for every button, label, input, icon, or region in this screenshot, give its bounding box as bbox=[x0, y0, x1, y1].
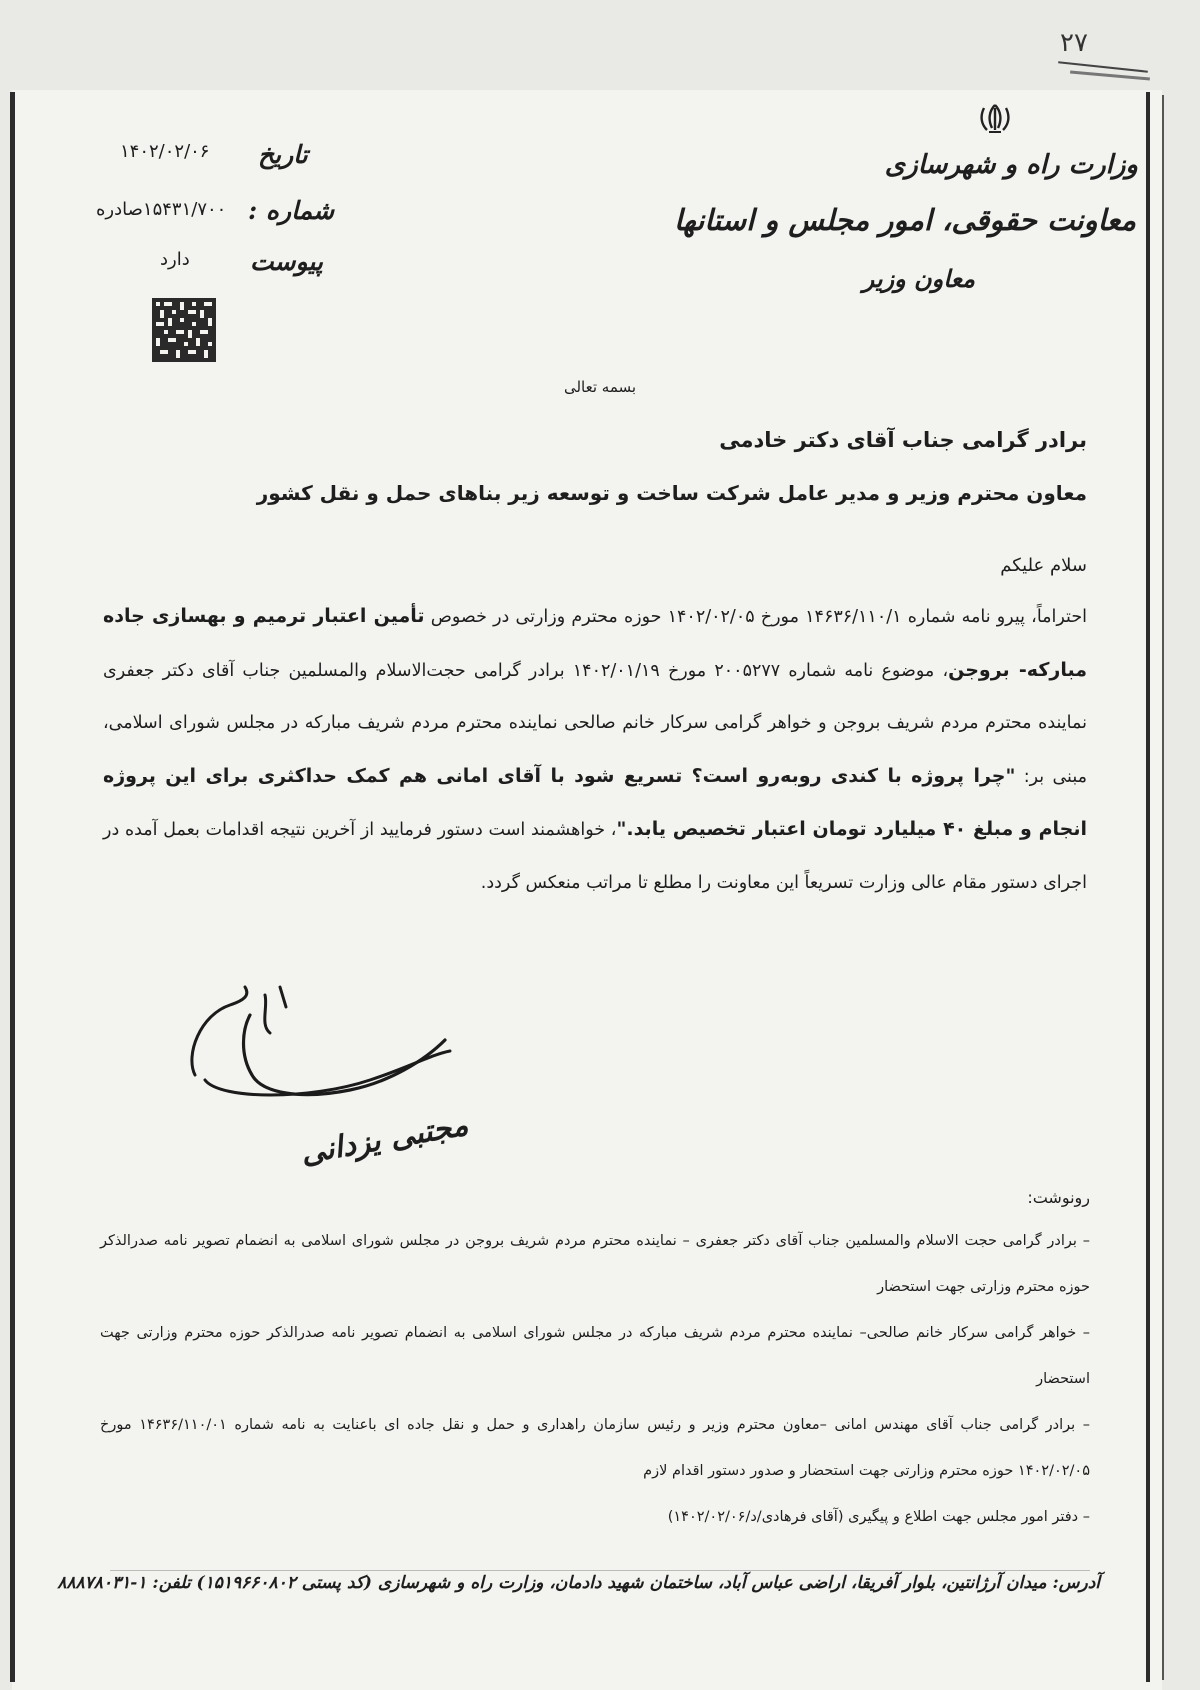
number-value: ۱۵۴۳۱/۷۰۰صادره bbox=[96, 199, 227, 220]
attachment-label: پیوست bbox=[250, 247, 323, 276]
greeting: سلام علیکم bbox=[1000, 555, 1087, 576]
page-border-left bbox=[10, 92, 15, 1682]
body-bold-quote: "چرا پروژه با کندی روبه‌رو است؟ تسریع شود با آقای امانی هم کمک حداکثری برای این پروژه انجام و مبلغ ۴۰ میلیارد تومان اعتبار تخصیص یابد." bbox=[103, 764, 1087, 840]
body-bold-subject: تأمین اعتبار ترمیم و بهسازی جاده مبارکه- بروجن bbox=[103, 605, 1087, 681]
footer-divider bbox=[110, 1570, 1090, 1571]
cc-item: – برادر گرامی جناب آقای مهندس امانی –معاون محترم وزیر و رئیس سازمان راهداری و حمل و نقل جاده ای باعنایت به نامه شماره ۱۴۶۳۶/۱۱۰/۰۱ مورخ ۱۴۰۲/۰۲/۰۵ حوزه محترم وزارتی جهت استحضار و صدور دستور اقدام لازم bbox=[100, 1417, 1090, 1479]
iran-emblem-icon bbox=[975, 102, 1015, 136]
deputy-office-name: معاونت حقوقی، امور مجلس و استانها bbox=[674, 203, 1136, 237]
date-label: تاریخ bbox=[258, 140, 308, 169]
cc-item: – خواهر گرامی سرکار خانم صالحی– نماینده محترم مردم شریف مبارکه در مجلس شورای اسلامی به انضمام تصویر نامه صدرالذکر حوزه محترم وزارتی جهت استحضار bbox=[100, 1325, 1090, 1387]
basmala: بسمه تعالی bbox=[563, 378, 637, 396]
cc-item: – برادر گرامی حجت الاسلام والمسلمین جناب آقای دکتر جعفری – نماینده محترم مردم شریف بروجن در مجلس شورای اسلامی به انضمام تصویر نامه صدرالذکر حوزه محترم وزارتی جهت استحضار bbox=[100, 1233, 1090, 1295]
body-text-part-1: احتراماً، پیرو نامه شماره ۱۴۶۳۶/۱۱۰/۱ مورخ ۱۴۰۲/۰۲/۰۵ حوزه محترم وزارتی در خصوص bbox=[424, 607, 1087, 627]
ministry-name: وزارت راه و شهرسازی bbox=[884, 150, 1138, 180]
addressee-name: برادر گرامی جناب آقای دکتر خادمی bbox=[719, 428, 1087, 452]
body-text-part-3: ، خواهشمند است دستور فرمایید از آخرین نتیجه اقدامات بعمل آمده در اجرای دستور مقام عالی وزارت تسریعاً این معاونت را مطلع تا مراتب منعکس گردد. bbox=[103, 820, 1087, 893]
signatory-name: مجتبی یزدانی bbox=[298, 1107, 471, 1172]
page-border-right-shadow bbox=[1162, 95, 1164, 1680]
cc-list bbox=[100, 1218, 1090, 1540]
cc-item: – دفتر امور مجلس جهت اطلاع و پیگیری (آقای فرهادی/د/۱۴۰۲/۰۲/۰۶) bbox=[667, 1509, 1090, 1525]
addressee-title: معاون محترم وزیر و مدیر عامل شرکت ساخت و توسعه زیر بناهای حمل و نقل کشور bbox=[256, 481, 1087, 505]
page-border-right bbox=[1146, 92, 1150, 1682]
cc-title: رونوشت: bbox=[1027, 1188, 1090, 1207]
number-label: شماره : bbox=[248, 196, 335, 225]
body-text-part-2: ، موضوع نامه شماره ۲۰۰۵۲۷۷ مورخ ۱۴۰۲/۰۱/۱۹ برادر گرامی حجت‌الاسلام والمسلمین جناب آقای دکتر جعفری نماینده محترم مردم شریف بروجن و خواهر گرامی سرکار خانم صالحی نماینده محترم مردم شریف مبارکه در مجلس شورای اسلامی، مبنی بر: bbox=[103, 660, 1087, 787]
deputy-title: معاون وزیر bbox=[862, 264, 975, 293]
date-value: ۱۴۰۲/۰۲/۰۶ bbox=[120, 141, 210, 162]
handwritten-page-number: ۲۷ bbox=[1060, 28, 1088, 58]
qr-code-icon bbox=[152, 298, 216, 362]
footer-address: آدرس: میدان آرژانتین، بلوار آفریقا، اراضی عباس آباد، ساختمان شهید دادمان، وزارت راه و شهرسازی (کد پستی ۱۵۱۹۶۶۰۸۰۲) تلفن: ۱-۸۸۸۷۸۰۳۱ bbox=[57, 1573, 1100, 1593]
attachment-value: دارد bbox=[160, 249, 190, 270]
letter-body bbox=[103, 590, 1087, 909]
pencil-mark bbox=[1070, 71, 1150, 81]
